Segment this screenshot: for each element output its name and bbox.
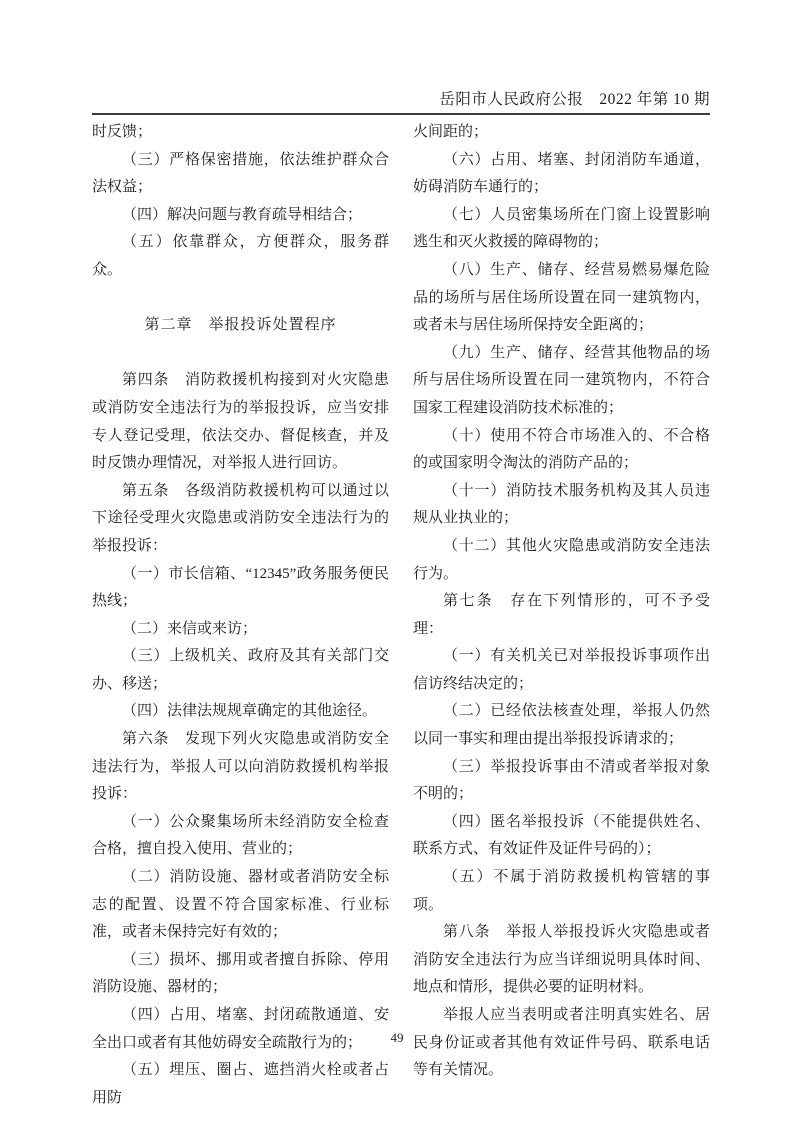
clause-paragraph: （五）不属于消防救援机构管辖的事项。 [413, 869, 710, 913]
clause-paragraph: （四）解决问题与教育疏导相结合； [122, 206, 363, 223]
header-title: 岳阳市人民政府公报 2022 年第 10 期 [439, 91, 710, 108]
article-paragraph: 第四条 消防救援机构接到对火灾隐患或消防安全违法行为的举报投诉，应当安排专人登记受理，依法交办、督促核查，并及时反馈办理情况，对举报人进行回访。 [92, 372, 389, 472]
clause-paragraph: （八）生产、储存、经营易燃易爆危险品的场所与居住场所设置在同一建筑物内，或者未与居住场所保持安全距离的； [413, 261, 710, 334]
article-paragraph: 第五条 各级消防救援机构可以通过以下途径受理火灾隐患或消防安全违法行为的举报投诉： [92, 482, 389, 554]
clause-paragraph: （十一）消防技术服务机构及其人员违规从业执业的； [413, 482, 710, 527]
clause-paragraph: （七）人员密集场所在门窗上设置影响逃生和灭火救援的障碍物的； [413, 206, 710, 251]
continuation-paragraph: 时反馈； [92, 124, 153, 140]
article-paragraph: 第六条 发现下列火灾隐患或消防安全违法行为，举报人可以向消防救援机构举报投诉： [92, 731, 389, 803]
clause-paragraph: 举报人应当表明或者注明真实姓名、居民身份证或者其他有效证件号码、联系电话等有关情况。 [413, 1007, 710, 1079]
article-paragraph: 第八条 举报人举报投诉火灾隐患或者消防安全违法行为应当详细说明具体时间、地点和情形，提供必要的证明材料。 [413, 924, 710, 996]
clause-paragraph: （四）占用、堵塞、封闭疏散通道、安全出口或者有其他妨碍安全疏散行为的； [92, 1007, 389, 1051]
clause-paragraph: （二）来信或来访； [122, 620, 258, 637]
continuation-paragraph: 火间距的； [413, 124, 489, 140]
clause-paragraph: （一）有关机关已对举报投诉事项作出信访终结决定的； [413, 648, 710, 692]
right-column [413, 119, 710, 1112]
clause-paragraph: （二）已经依法核查处理，举报人仍然以同一事实和理由提出举报投诉请求的； [413, 703, 710, 748]
clause-paragraph: （四）法律法规规章确定的其他途径。 [122, 703, 378, 720]
clause-paragraph: （一）市长信箱、“12345”政务服务便民热线； [92, 565, 389, 610]
clause-paragraph: （三）严格保密措施，依法维护群众合法权益； [92, 151, 389, 196]
clause-paragraph: （十二）其他火灾隐患或消防安全违法行为。 [413, 537, 710, 582]
clause-paragraph: （二）消防设施、器材或者消防安全标志的配置、设置不符合国家标准、行业标准，或者未保持完好有效的； [92, 869, 389, 941]
chapter-heading: 第二章 举报投诉处置程序 [144, 317, 337, 334]
page-number: 49 [390, 1030, 404, 1045]
article-paragraph: 第七条 存在下列情形的，可不予受理： [413, 593, 710, 637]
document-body [92, 119, 710, 1112]
header-rule [92, 113, 710, 115]
clause-paragraph: （十）使用不符合市场准入的、不合格的或国家明令淘汰的消防产品的； [413, 427, 710, 472]
clause-paragraph: （三）举报投诉事由不清或者举报对象不明的； [413, 758, 710, 803]
clause-paragraph: （三）损坏、挪用或者擅自拆除、停用消防设施、器材的； [92, 951, 389, 996]
clause-paragraph: （九）生产、储存、经营其他物品的场所与居住场所设置在同一建筑物内，不符合国家工程建设消防技术标准的； [413, 344, 710, 416]
clause-paragraph: （五）埋压、圈占、遮挡消火栓或者占用防 [92, 1062, 389, 1106]
clause-paragraph: （五）依靠群众，方便群众，服务群众。 [92, 234, 389, 278]
clause-paragraph: （一）公众聚集场所未经消防安全检查合格，擅自投入使用、营业的； [92, 813, 389, 858]
left-column [92, 119, 389, 1112]
clause-paragraph: （三）上级机关、政府及其有关部门交办、移送； [92, 648, 389, 692]
clause-paragraph: （六）占用、堵塞、封闭消防车通道，妨碍消防车通行的； [413, 151, 710, 196]
clause-paragraph: （四）匿名举报投诉（不能提供姓名、联系方式、有效证件及证件号码的）； [413, 813, 710, 858]
